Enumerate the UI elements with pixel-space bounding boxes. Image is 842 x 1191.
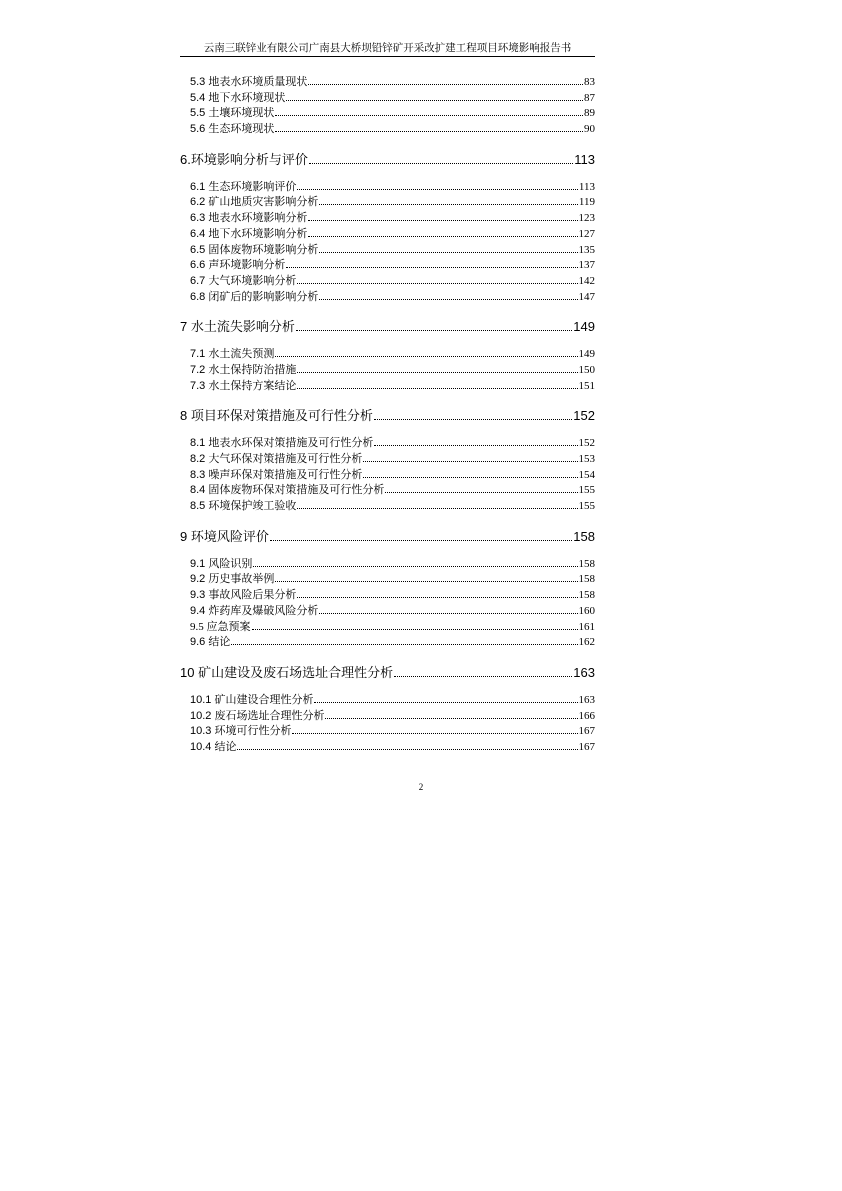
toc-entry-page-number: 158 <box>578 589 595 602</box>
toc-entry-page-number: 162 <box>578 636 595 649</box>
toc-entry-label: 5.4 地下水环境现状 <box>190 91 286 104</box>
toc-entry-page-number: 161 <box>578 620 595 633</box>
toc-entry-page-number: 160 <box>578 604 595 617</box>
toc-entry-label: 7.3 水土保持方案结论 <box>190 379 297 392</box>
toc-entry-label: 8.2 大气环保对策措施及可行性分析 <box>190 453 363 465</box>
dot-leader <box>385 492 577 493</box>
toc-entry-label: 6.6 声环境影响分析 <box>190 259 286 272</box>
dot-leader <box>363 477 577 478</box>
toc-chapter-section <box>180 149 595 304</box>
toc-entry-label: 9.4 炸药库及爆破风险分析 <box>190 604 319 617</box>
toc-entry-page-number: 89 <box>584 107 595 120</box>
toc-chapter-heading-page-number: 163 <box>573 664 595 680</box>
toc-entry[interactable] <box>180 89 595 105</box>
toc-entry-page-number: 147 <box>578 290 595 303</box>
toc-entry-page-number: 151 <box>578 379 595 392</box>
dot-leader <box>319 252 577 253</box>
toc-entry[interactable] <box>180 570 595 586</box>
toc-entry-label: 9.6 结论 <box>190 636 231 649</box>
toc-entry[interactable] <box>180 288 595 304</box>
toc-entry-page-number: 158 <box>578 557 595 570</box>
dot-leader <box>270 540 572 541</box>
toc-entry[interactable] <box>180 481 595 497</box>
dot-leader <box>275 131 583 132</box>
toc-entry-label: 8.5 环境保护竣工验收 <box>190 500 297 513</box>
dot-leader <box>297 597 577 598</box>
toc-entry-label: 8.3 噪声环保对策措施及可行性分析 <box>190 468 363 481</box>
toc-entry-page-number: 153 <box>578 453 595 465</box>
dot-leader <box>297 189 578 190</box>
toc-entry-label: 10.3 环境可行性分析 <box>190 725 292 738</box>
toc-entry[interactable] <box>180 586 595 602</box>
toc-entry[interactable] <box>180 120 595 136</box>
toc-entry[interactable] <box>180 633 595 649</box>
dot-leader <box>309 163 573 164</box>
toc-chapter-heading-label: 7 水土流失影响分析 <box>180 319 295 335</box>
toc-entry-label: 6.4 地下水环境影响分析 <box>190 227 308 240</box>
toc-entry[interactable] <box>180 272 595 288</box>
dot-leader <box>314 702 577 703</box>
toc-entry[interactable] <box>180 178 595 194</box>
toc-entry[interactable] <box>180 225 595 241</box>
toc-entry-page-number: 135 <box>578 243 595 256</box>
toc-entry-label: 6.2 矿山地质灾害影响分析 <box>190 196 319 209</box>
toc-entry-page-number: 154 <box>578 468 595 481</box>
toc-entry[interactable] <box>180 691 595 707</box>
dot-leader <box>237 749 577 750</box>
dot-leader <box>394 676 572 677</box>
toc-entry-page-number: 155 <box>578 484 595 497</box>
dot-leader <box>275 115 583 116</box>
dot-leader <box>286 267 577 268</box>
toc-entry-label: 10.4 结论 <box>190 740 237 753</box>
toc-chapter-heading-label: 8 项目环保对策措施及可行性分析 <box>180 408 373 424</box>
dot-leader <box>275 356 577 357</box>
toc-entry-label: 6.7 大气环境影响分析 <box>190 274 297 287</box>
dot-leader <box>308 220 577 221</box>
toc-entry-page-number: 83 <box>584 76 595 88</box>
toc-chapter-heading-label: 10 矿山建设及废石场选址合理性分析 <box>180 664 394 680</box>
dot-leader <box>253 566 577 567</box>
toc-entry-page-number: 150 <box>578 363 595 376</box>
toc-entry-label: 6.1 生态环境影响评价 <box>190 180 297 193</box>
dot-leader <box>319 613 577 614</box>
toc-chapter-section <box>180 662 595 754</box>
dot-leader <box>297 372 577 373</box>
toc-chapter-heading-label: 6.环境影响分析与评价 <box>180 151 308 167</box>
toc-entry-label: 9.5 应急预案 <box>190 620 251 633</box>
toc-chapter-heading[interactable] <box>180 405 595 427</box>
toc-entry-page-number: 119 <box>578 196 595 209</box>
toc-entry-label: 7.2 水土保持防治措施 <box>190 363 297 376</box>
toc-entry-label: 9.1 风险识别 <box>190 557 253 570</box>
toc-entry[interactable] <box>180 602 595 618</box>
dot-leader <box>319 204 578 205</box>
running-header: 云南三联锌业有限公司广南县大桥坝铅锌矿开采改扩建工程项目环境影响报告书 <box>180 42 595 57</box>
toc-entry[interactable] <box>180 497 595 513</box>
toc-entry-page-number: 142 <box>578 274 595 287</box>
toc-entry-label: 5.6 生态环境现状 <box>190 123 275 136</box>
toc-entry-page-number: 137 <box>578 259 595 272</box>
toc-entry[interactable] <box>180 434 595 450</box>
toc-entry-label: 7.1 水土流失预测 <box>190 348 275 361</box>
toc-chapter-heading[interactable] <box>180 316 595 338</box>
toc-entry[interactable] <box>180 450 595 466</box>
toc-chapter-heading[interactable] <box>180 662 595 684</box>
toc-entry[interactable] <box>180 73 595 89</box>
toc-entry[interactable] <box>180 738 595 754</box>
toc-entry-label: 8.1 地表水环保对策措施及可行性分析 <box>190 437 374 450</box>
dot-leader <box>292 733 577 734</box>
toc-entry[interactable] <box>180 466 595 482</box>
toc-entry[interactable] <box>180 241 595 257</box>
page-number: 2 <box>418 782 424 792</box>
dot-leader <box>296 330 572 331</box>
toc-chapter-section <box>180 405 595 512</box>
toc-entry-label: 10.2 废石场选址合理性分析 <box>190 709 325 722</box>
toc-entry-page-number: 123 <box>578 212 595 225</box>
toc-entry[interactable] <box>180 361 595 377</box>
dot-leader <box>374 445 577 446</box>
toc-entry[interactable] <box>180 722 595 738</box>
toc-entry[interactable] <box>180 104 595 120</box>
toc-entry[interactable] <box>180 193 595 209</box>
toc-entry-page-number: 158 <box>578 573 595 586</box>
dot-leader <box>374 419 572 420</box>
dot-leader <box>297 508 577 509</box>
toc-entry-label: 9.2 历史事故举例 <box>190 573 275 586</box>
toc-chapter-heading-page-number: 158 <box>573 528 595 544</box>
toc-chapter-heading[interactable] <box>180 149 595 171</box>
toc-entry-label: 6.8 闭矿后的影响影响分析 <box>190 290 319 303</box>
toc-entry-page-number: 149 <box>578 348 595 361</box>
toc-entry[interactable] <box>180 209 595 225</box>
dot-leader <box>319 299 577 300</box>
toc-chapter-heading-label: 9 环境风险评价 <box>180 528 269 544</box>
dot-leader <box>275 581 577 582</box>
toc-entry[interactable] <box>180 707 595 723</box>
toc-entry-page-number: 113 <box>578 180 595 193</box>
toc-chapters <box>180 149 595 754</box>
toc-entry[interactable] <box>180 555 595 571</box>
toc-chapter-section <box>180 316 595 392</box>
toc-entry-label: 8.4 固体废物环保对策措施及可行性分析 <box>190 484 385 497</box>
toc-entry-label: 6.3 地表水环境影响分析 <box>190 212 308 225</box>
dot-leader <box>297 388 577 389</box>
dot-leader <box>286 100 583 101</box>
toc-entry-label: 6.5 固体废物环境影响分析 <box>190 243 319 256</box>
toc-entry-label: 5.3 地表水环境质量现状 <box>190 76 308 88</box>
toc-entry-page-number: 127 <box>578 227 595 240</box>
dot-leader <box>308 84 583 85</box>
toc-entry-label: 5.5 土壤环境现状 <box>190 107 275 120</box>
dot-leader <box>252 629 578 630</box>
toc-entry-page-number: 87 <box>584 91 595 104</box>
toc-chapter-heading-page-number: 113 <box>574 151 595 167</box>
toc-entry-page-number: 155 <box>578 500 595 513</box>
toc-entry[interactable] <box>180 618 595 634</box>
toc-chapter-heading[interactable] <box>180 526 595 548</box>
toc-entry-page-number: 163 <box>578 693 595 706</box>
toc-chapter-section <box>180 526 595 649</box>
toc-chapter-heading-page-number: 149 <box>573 319 595 335</box>
toc-entry-page-number: 152 <box>578 437 595 450</box>
toc-entry-page-number: 166 <box>578 709 595 722</box>
dot-leader <box>308 236 577 237</box>
dot-leader <box>363 461 577 462</box>
toc-entry[interactable] <box>180 256 595 272</box>
toc-lead-section <box>180 73 595 136</box>
dot-leader <box>325 718 577 719</box>
toc-entry[interactable] <box>180 377 595 393</box>
dot-leader <box>297 283 577 284</box>
dot-leader <box>231 644 577 645</box>
toc-entry[interactable] <box>180 345 595 361</box>
toc-entry-page-number: 167 <box>578 740 595 753</box>
toc-entry-label: 9.3 事故风险后果分析 <box>190 589 297 602</box>
table-of-contents <box>180 73 595 754</box>
toc-entry-label: 10.1 矿山建设合理性分析 <box>190 693 314 706</box>
toc-entry-page-number: 167 <box>578 725 595 738</box>
toc-entry-page-number: 90 <box>584 123 595 136</box>
toc-chapter-heading-page-number: 152 <box>573 408 595 424</box>
